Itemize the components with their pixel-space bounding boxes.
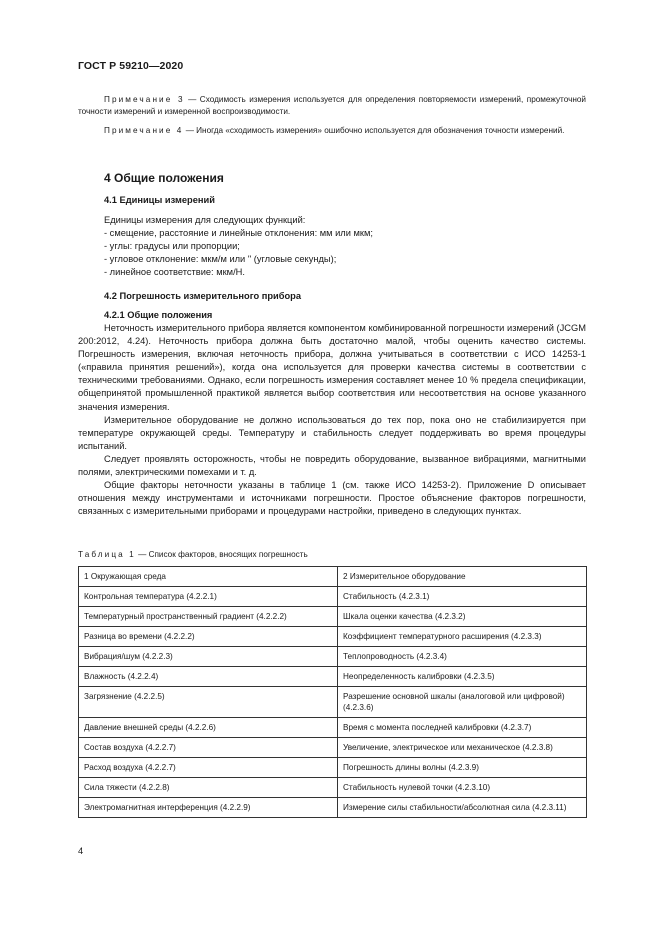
table-cell: Стабильность (4.2.3.1) <box>338 587 587 607</box>
paragraph: Неточность измерительного прибора является компонентом комбинированной погрешности измерений (JCGM 200:2012, 4.24). Неточность прибора должна быть достаточно малой, чтобы оценить качество системы. Погрешность измерения, включая неточность прибора, должна учитываться в соответствии с ИСО 14253-1 («правила принятия решений»), когда она используется для проверки качества системы в соответствии с техническими требованиями. Однако, если погрешность измерения составляет менее 10 % предела спецификации, общепринятой промышленной практикой является выбор соответствия или несоответствия на основе указанного значения измерения. <box>78 323 586 412</box>
table-cell: Контрольная температура (4.2.2.1) <box>79 587 338 607</box>
section-title: 4 Общие положения <box>104 171 224 185</box>
paragraph: Измерительное оборудование не должно использоваться до тех пор, пока оно не стабилизируется при температуре окружающей среды. Температуру и стабильность следует поддерживать во время процедуры испытаний. <box>78 414 586 451</box>
table-cell: Увеличение, электрическое или механическое (4.2.3.8) <box>338 738 587 758</box>
note-4 <box>78 125 586 137</box>
table-row <box>79 567 587 587</box>
note-3 <box>78 94 586 118</box>
table-cell: Состав воздуха (4.2.2.7) <box>79 738 338 758</box>
subsection-4-2-title: 4.2 Погрешность измерительного прибора <box>104 291 302 301</box>
paragraph: Следует проявлять осторожность, чтобы не повредить оборудование, вызванное вибрациями, магнитными полями, электрическими помехами и т. д. <box>78 453 586 478</box>
table-row <box>79 627 587 647</box>
table-row <box>79 778 587 798</box>
body-text <box>78 322 586 518</box>
subsection-4-1-title: 4.1 Единицы измерений <box>104 195 215 205</box>
paragraph: Общие факторы неточности указаны в таблице 1 (см. также ИСО 14253-2). Приложение D описывает отношения между инструментами и источниками погрешности. Простое объяснение факторов погрешности, связанных с измерительными приборами и процедурами настройки, приведено в следующих пунктах. <box>78 480 586 517</box>
uncertainty-factors-table <box>78 566 587 818</box>
table-cell: Температурный пространственный градиент (4.2.2.2) <box>79 607 338 627</box>
table-cell: Влажность (4.2.2.4) <box>79 667 338 687</box>
note-text: — Иногда «сходимость измерения» ошибочно используется для обозначения точности измерений. <box>183 126 565 135</box>
table-cell: Коэффициент температурного расширения (4.2.3.3) <box>338 627 587 647</box>
table-cell: Электромагнитная интерференция (4.2.2.9) <box>79 798 338 818</box>
units-list-item: - смещение, расстояние и линейные отклонения: мм или мкм; <box>104 228 373 238</box>
table-row <box>79 718 587 738</box>
table-cell: 1 Окружающая среда <box>79 567 338 587</box>
table-cell: Стабильность нулевой точки (4.2.3.10) <box>338 778 587 798</box>
table-cell: Разрешение основной шкалы (аналоговой или цифровой) (4.2.3.6) <box>338 687 587 718</box>
table-cell: Погрешность длины волны (4.2.3.9) <box>338 758 587 778</box>
table-cell: Неопределенность калибровки (4.2.3.5) <box>338 667 587 687</box>
table-row <box>79 667 587 687</box>
units-list-item: - углы: градусы или пропорции; <box>104 241 240 251</box>
table-row <box>79 687 587 718</box>
table-row <box>79 798 587 818</box>
table-cell: Разница во времени (4.2.2.2) <box>79 627 338 647</box>
table-cell: Загрязнение (4.2.2.5) <box>79 687 338 718</box>
table-cell: 2 Измерительное оборудование <box>338 567 587 587</box>
note-label: Примечание 4 <box>104 126 184 135</box>
table-cell: Сила тяжести (4.2.2.8) <box>79 778 338 798</box>
table-row <box>79 607 587 627</box>
table-row <box>79 587 587 607</box>
table-row <box>79 738 587 758</box>
units-intro: Единицы измерения для следующих функций: <box>104 215 306 225</box>
table-caption-label: Таблица 1 <box>78 550 136 559</box>
subsection-4-2-1-title: 4.2.1 Общие положения <box>104 310 213 320</box>
table-cell: Расход воздуха (4.2.2.7) <box>79 758 338 778</box>
table-caption-text: — Список факторов, вносящих погрешность <box>135 550 308 559</box>
table-row <box>79 758 587 778</box>
page-number: 4 <box>78 846 84 856</box>
table-caption <box>78 550 308 559</box>
table-cell: Время с момента последней калибровки (4.2.3.7) <box>338 718 587 738</box>
units-list-item: - угловое отклонение: мкм/м или " (угловые секунды); <box>104 254 337 264</box>
table-cell: Давление внешней среды (4.2.2.6) <box>79 718 338 738</box>
note-label: Примечание 3 <box>104 95 185 104</box>
table-cell: Измерение силы стабильности/абсолютная сила (4.2.3.11) <box>338 798 587 818</box>
units-list-item: - линейное соответствие: мкм/Н. <box>104 267 245 277</box>
table-cell: Теплопроводность (4.2.3.4) <box>338 647 587 667</box>
table-cell: Вибрация/шум (4.2.2.3) <box>79 647 338 667</box>
standard-header: ГОСТ Р 59210—2020 <box>78 60 184 72</box>
table-cell: Шкала оценки качества (4.2.3.2) <box>338 607 587 627</box>
table-row <box>79 647 587 667</box>
note-text: — Сходимость измерения используется для определения повторяемости измерений, промежуточной точности измерений и измеренной воспроизводимости. <box>78 95 586 116</box>
